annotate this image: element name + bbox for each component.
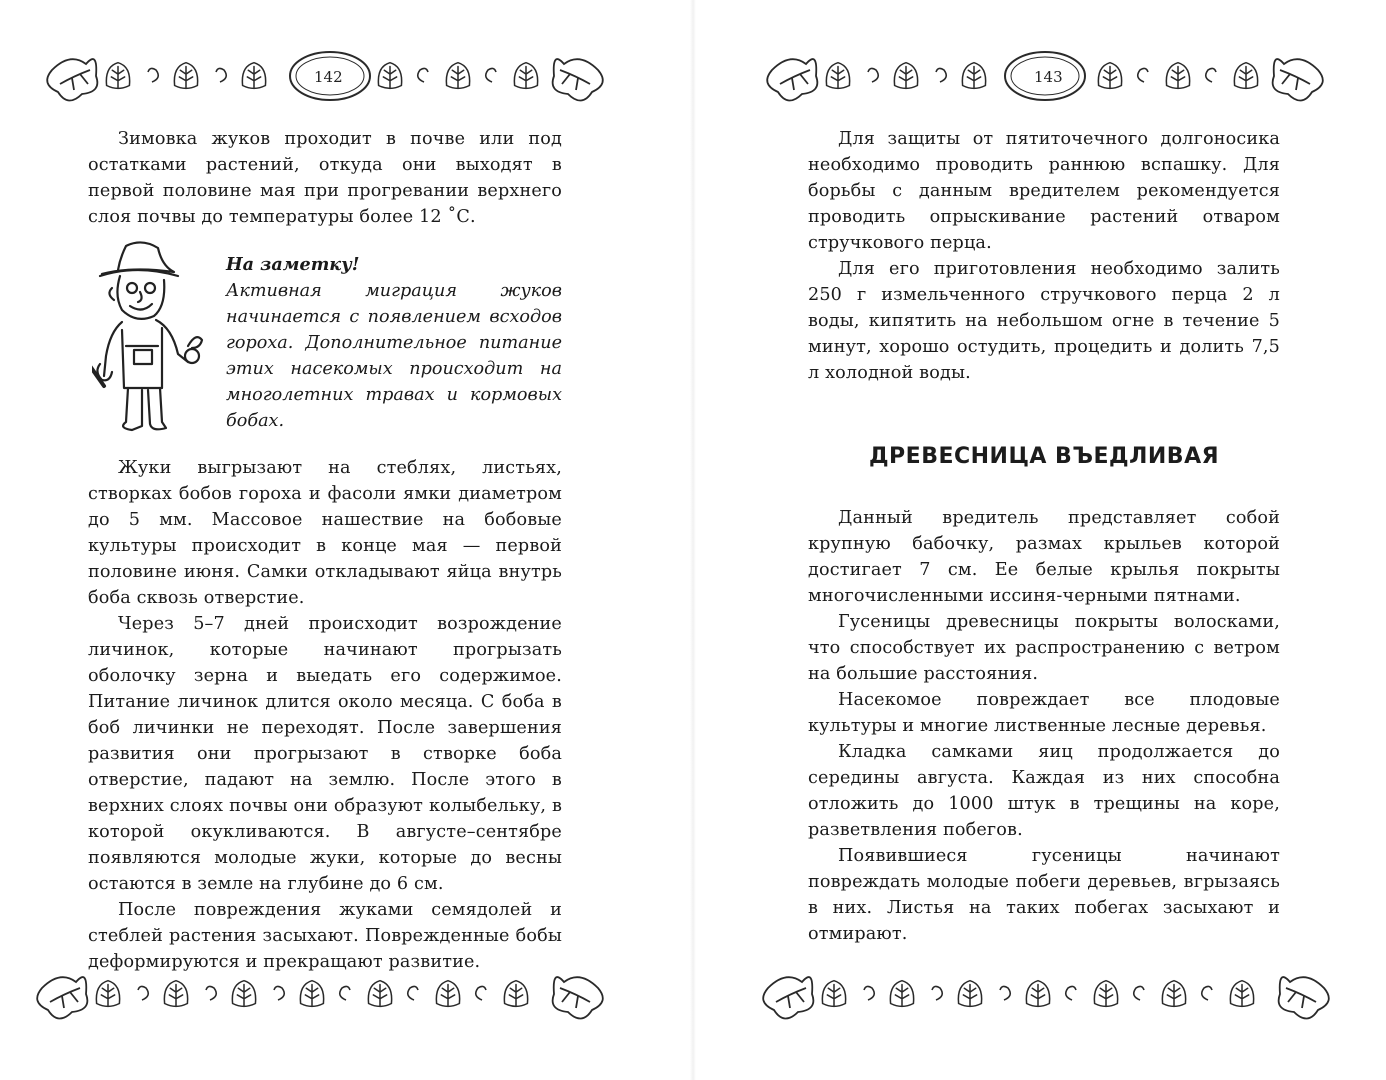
right-top-text [808, 126, 1280, 386]
paragraph: Через 5–7 дней происходит возрождение личинок, которые начинают прогрызать оболочку зерна и выедать его содержимое. Питание личинок длится около месяца. С боба в боб личинки не переходят. После завершения развития они прогрызают в створке боба отверстие, падают на землю. После этого в верхних слоях почвы они образуют колыбельку, в которой окукливаются. В августе–сентябре появляются молодые жуки, которые до весны остаются в земле на глубине до 6 см. [88, 614, 562, 894]
note-box [226, 252, 562, 434]
paragraph: Появившиеся гусеницы начинают повреждать молодые побеги деревьев, вгрызаясь в них. Листья на таких побегах засыхают и отмирают. [808, 846, 1280, 944]
paragraph: Насекомое повреждает все плодовые культуры и многие лиственные лесные деревья. [808, 690, 1280, 736]
page-number: 142 [314, 68, 343, 86]
leaf-border-icon [756, 958, 1336, 1028]
page-number: 143 [1034, 68, 1063, 86]
left-main-text [88, 455, 562, 975]
note-text: Активная миграция жуков начинается с появлением всходов гороха. Дополнительное питание этих насекомых происходит на многолетних травах и кормовых бобах. [226, 281, 562, 431]
section-heading: ДРЕВЕСНИЦА ВЪЕДЛИВАЯ [868, 444, 1220, 469]
paragraph: Данный вредитель представляет собой крупную бабочку, размах крыльев которой достигает 7 см. Ее белые крылья покрыты многочисленными иссиня-черными пятнами. [808, 508, 1280, 606]
right-main-text [808, 505, 1280, 947]
left-top-text [88, 126, 562, 230]
note-title: На заметку! [226, 254, 360, 275]
paragraph: Жуки выгрызают на стеблях, листьях, створках бобов гороха и фасоли ямки диаметром до 5 мм. Массовое нашествие на бобовые культуры происходит в конце мая — первой половине июня. Самки откладывают яйца внутрь боба сквозь отверстие. [88, 458, 562, 608]
paragraph: Зимовка жуков проходит в почве или под остатками растений, откуда они выходят в первой половине мая при прогревании верхнего слоя почвы до температуры более 12 ˚С. [88, 129, 562, 227]
paragraph: После повреждения жуками семядолей и стеблей растения засыхают. Поврежденные бобы деформируются и прекращают развитие. [88, 900, 562, 972]
gardener-icon [92, 236, 212, 436]
paragraph: Кладка самками яиц продолжается до середины августа. Каждая из них способна отложить до 1000 штук в трещины на коре, разветвления побегов. [808, 742, 1280, 840]
paragraph: Для защиты от пятиточечного долгоносика необходимо проводить раннюю вспашку. Для борьбы с данным вредителем рекомендуется проводить опрыскивание растений отваром стручкового перца. [808, 129, 1280, 253]
leaf-border-icon [30, 958, 610, 1028]
gutter [690, 0, 696, 1080]
paragraph: Гусеницы древесницы покрыты волосками, что способствует их распространению с ветром на большие расстояния. [808, 612, 1280, 684]
paragraph: Для его приготовления необходимо залить 250 г измельченного стручкового перца 2 л воды, кипятить на небольшом огне в течение 5 минут, хорошо остудить, процедить и долить 7,5 л холодной воды. [808, 259, 1280, 383]
